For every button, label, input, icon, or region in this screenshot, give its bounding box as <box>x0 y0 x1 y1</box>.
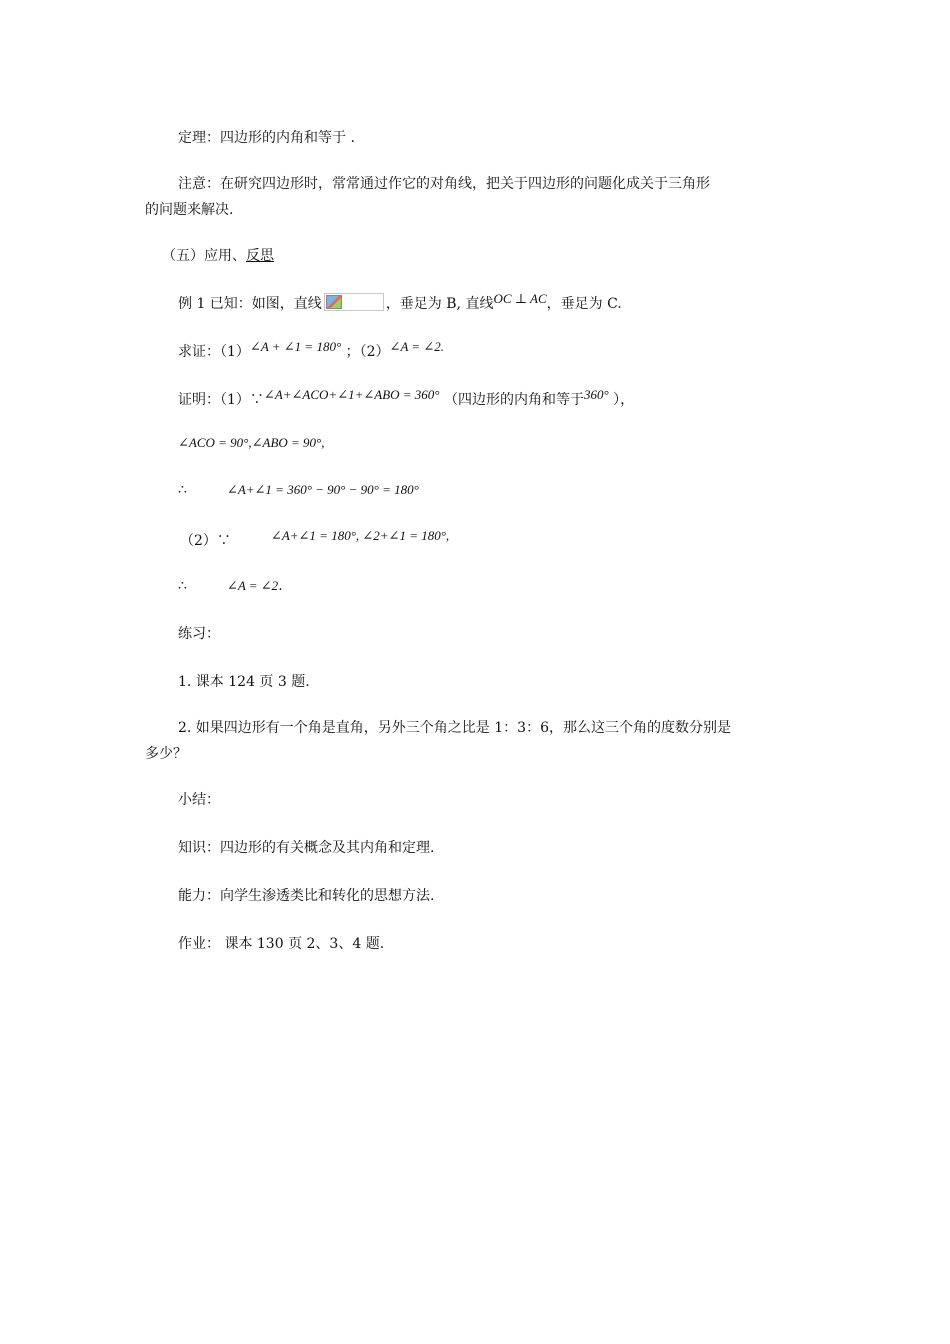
exercise-2-line-2: 多少？ <box>145 746 187 762</box>
proof-part-2 <box>180 528 450 551</box>
example-math: OC ⊥ AC <box>493 291 547 306</box>
broken-image-icon <box>324 293 384 311</box>
prove-label: 求证：（1） <box>178 344 250 360</box>
therefore-math-1: ∠A+∠1 = 360° − 90° − 90° = 180° <box>226 482 419 497</box>
proof-angles: ∠ACO = 90°,∠ABO = 90°, <box>178 435 325 450</box>
note-line-2: 的问题来解决. <box>145 202 234 218</box>
proof1-math: ∠A+∠ACO+∠1+∠ABO = 360° <box>263 387 440 402</box>
ability-text: 能力：向学生渗透类比和转化的思想方法. <box>178 888 435 904</box>
example-1 <box>178 293 622 314</box>
proof1-label: 证明：（1）∵ <box>178 392 264 408</box>
prove-math-1: ∠A + ∠1 = 180° <box>249 339 342 354</box>
exercise-2-line-1: 2. 如果四边形有一个角是直角，另外三个角之比是 1：3：6，那么这三个角的度数分别是 <box>178 720 731 736</box>
broken-image-glyph-icon <box>326 295 342 309</box>
therefore-tail: . <box>278 578 283 594</box>
exercise-1: 1. 课本 124 页 3 题. <box>178 674 310 690</box>
proof1-math-2: 360° <box>583 387 609 402</box>
proof1-note: （四边形的内角和等于 <box>443 392 584 408</box>
proof-part-1 <box>178 387 635 410</box>
theorem-text: 定理：四边形的内角和等于 . <box>178 130 355 146</box>
example-mid: ，垂足为 B, 直线 <box>385 296 494 312</box>
prove-statement <box>178 339 445 362</box>
therefore-symbol-1: ∴ <box>178 482 187 498</box>
therefore-symbol-2: ∴ <box>178 578 187 594</box>
section-prefix: （五）应用、 <box>162 248 246 264</box>
prove-sep: ；（2） <box>345 344 390 360</box>
therefore-math-2: ∠A = ∠2 <box>226 578 279 593</box>
prove-math-2: ∠A = ∠2. <box>389 339 445 354</box>
section-heading <box>162 246 274 266</box>
proof2-label: （2）∵ <box>180 533 231 549</box>
therefore-2 <box>178 576 283 596</box>
homework-text: 作业： 课本 130 页 2、3、4 题. <box>178 936 385 952</box>
proof1-close: ）， <box>613 392 635 408</box>
example-label: 例 1 已知：如图，直线 <box>178 296 322 312</box>
therefore-1 <box>178 480 419 500</box>
proof2-math: ∠A+∠1 = 180°, ∠2+∠1 = 180°, <box>270 528 450 543</box>
summary-heading: 小结： <box>178 792 220 808</box>
knowledge-text: 知识：四边形的有关概念及其内角和定理. <box>178 840 435 856</box>
example-end: ，垂足为 C. <box>546 296 622 312</box>
practice-heading: 练习： <box>178 626 220 642</box>
section-link-reflection[interactable]: 反思 <box>246 248 274 264</box>
note-line-1: 注意：在研究四边形时，常常通过作它的对角线，把关于四边形的问题化成关于三角形 <box>178 176 710 192</box>
